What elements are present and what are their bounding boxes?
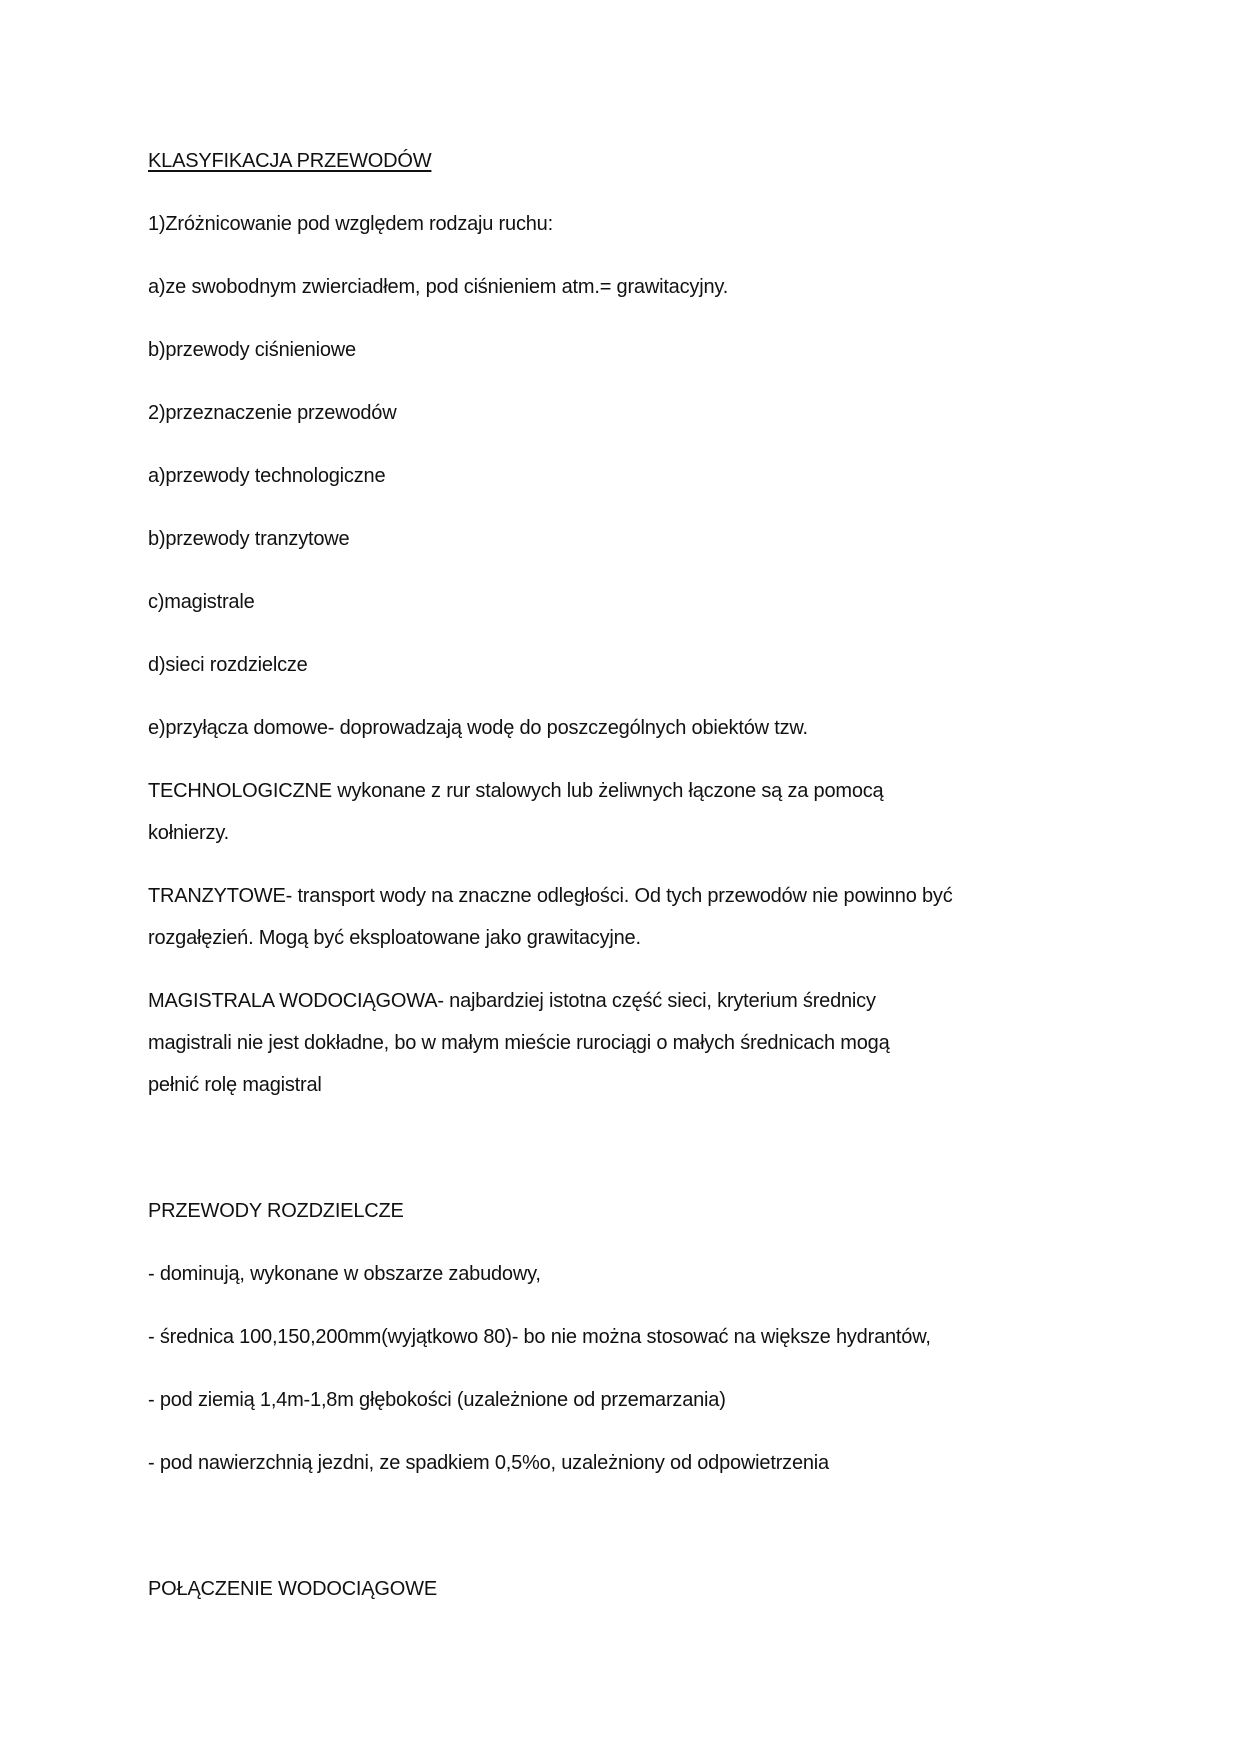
text-line: a)ze swobodnym zwierciadłem, pod ciśnieniem atm.= grawitacyjny. (148, 276, 729, 298)
paragraph-tranzytowe-line-1: TRANZYTOWE- transport wody na znaczne odległości. Od tych przewodów nie powinno być (148, 885, 953, 907)
paragraph-magistrala-line-2: magistrali nie jest dokładne, bo w małym mieście rurociągi o małych średnicach mogą (148, 1032, 890, 1054)
paragraph-magistrala-line-3: pełnić rolę magistral (148, 1074, 322, 1096)
list-item: - pod nawierzchnią jezdni, ze spadkiem 0,5%o, uzależniony od odpowietrzenia (148, 1452, 829, 1474)
list-item: - dominują, wykonane w obszarze zabudowy, (148, 1263, 541, 1285)
section-heading: PRZEWODY ROZDZIELCZE (148, 1200, 404, 1222)
section-heading: POŁĄCZENIE WODOCIĄGOWE (148, 1578, 437, 1600)
paragraph-magistrala-line-1: MAGISTRALA WODOCIĄGOWA- najbardziej istotna część sieci, kryterium średnicy (148, 990, 876, 1012)
text-line: 1)Zróżnicowanie pod względem rodzaju ruchu: (148, 213, 553, 235)
document-title: KLASYFIKACJA PRZEWODÓW (148, 150, 432, 172)
text-line: d)sieci rozdzielcze (148, 654, 308, 676)
list-item: - pod ziemią 1,4m-1,8m głębokości (uzależnione od przemarzania) (148, 1389, 726, 1411)
text-line: e)przyłącza domowe- doprowadzają wodę do poszczególnych obiektów tzw. (148, 717, 808, 739)
text-line: b)przewody ciśnieniowe (148, 339, 356, 361)
text-line: b)przewody tranzytowe (148, 528, 350, 550)
paragraph-tranzytowe-line-2: rozgałęzień. Mogą być eksploatowane jako grawitacyjne. (148, 927, 641, 949)
paragraph-technologiczne-line-1: TECHNOLOGICZNE wykonane z rur stalowych lub żeliwnych łączone są za pomocą (148, 780, 884, 802)
list-item: - średnica 100,150,200mm(wyjątkowo 80)- bo nie można stosować na większe hydrantów, (148, 1326, 931, 1348)
text-line: c)magistrale (148, 591, 255, 613)
paragraph-technologiczne-line-2: kołnierzy. (148, 822, 229, 844)
text-line: a)przewody technologiczne (148, 465, 386, 487)
text-line: 2)przeznaczenie przewodów (148, 402, 397, 424)
